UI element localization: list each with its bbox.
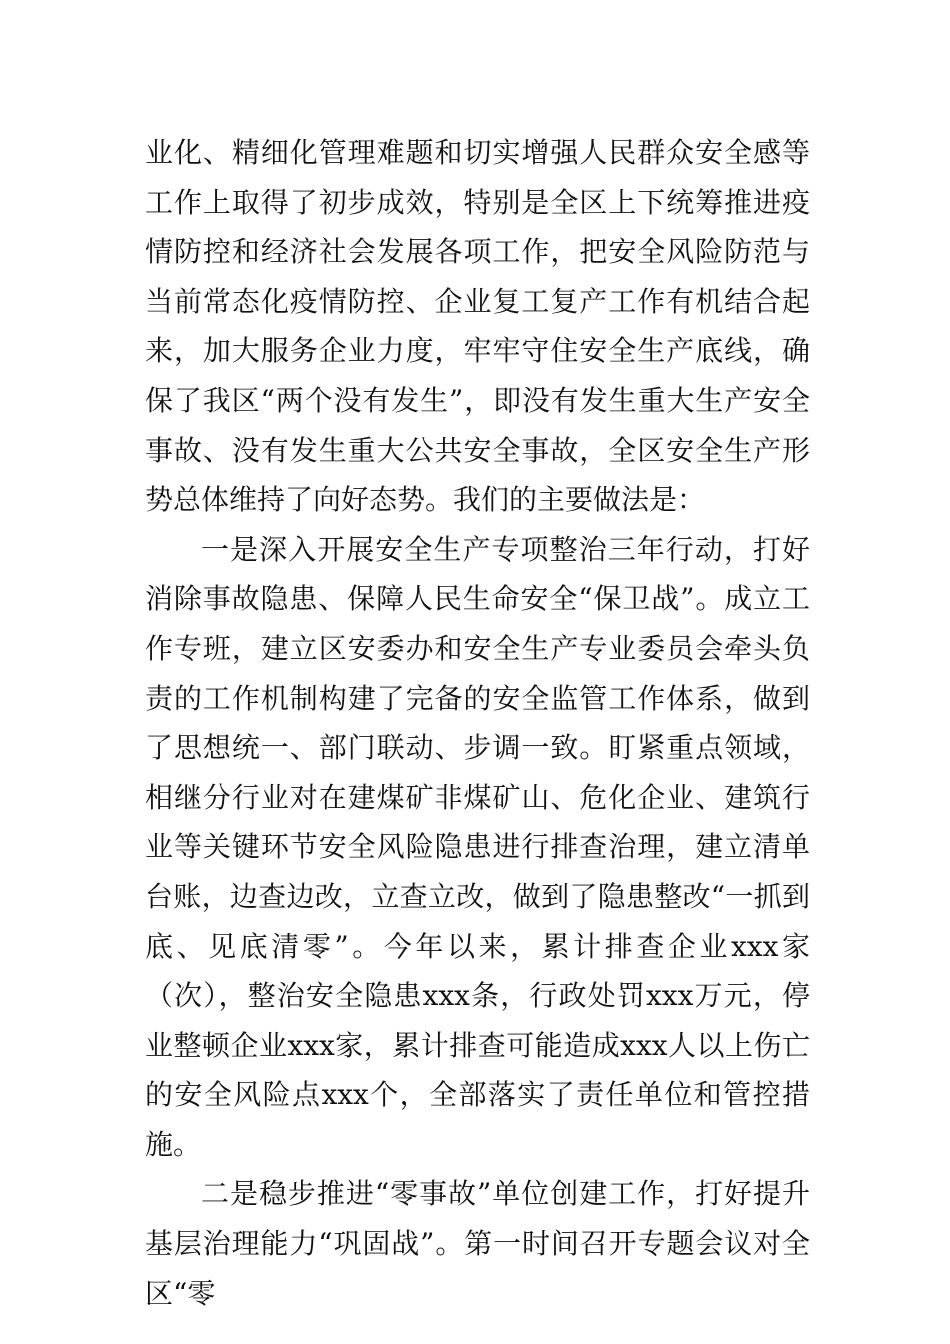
paragraph-second-measure: 二是稳步推进“零事故”单位创建工作，打好提升基层治理能力“巩固战”。第一时间召开专题会议对全区“零 [145, 1177, 810, 1310]
document-body [145, 128, 810, 1318]
paragraph-continued: 业化、精细化管理难题和切实增强人民群众安全感等工作上取得了初步成效，特别是全区上下统筹推进疫情防控和经济社会发展各项工作，把安全风险防范与当前常态化疫情防控、企业复工复产工作有机结合起来，加大服务企业力度，牢牢守住安全生产底线，确保了我区“两个没有发生”，即没有发生重大生产安全事故、没有发生重大公共安全事故，全区安全生产形势总体维持了向好态势。我们的主要做法是： [145, 136, 810, 517]
paragraph-first-measure: 一是深入开展安全生产专项整治三年行动，打好消除事故隐患、保障人民生命安全“保卫战”。成立工作专班，建立区安委办和安全生产专业委员会牵头负责的工作机制构建了完备的安全监管工作体系，做到了思想统一、部门联动、步调一致。盯紧重点领域，相继分行业对在建煤矿非煤矿山、危化企业、建筑行业等关键环节安全风险隐患进行排查治理，建立清单台账，边查边改，立查立改，做到了隐患整改“一抓到底、见底清零”。今年以来，累计排查企业xxx家（次），整治安全隐患xxx条，行政处罚xxx万元，停业整顿企业xxx家，累计排查可能造成xxx人以上伤亡的安全风险点xxx个，全部落实了责任单位和管控措施。 [145, 532, 810, 1161]
